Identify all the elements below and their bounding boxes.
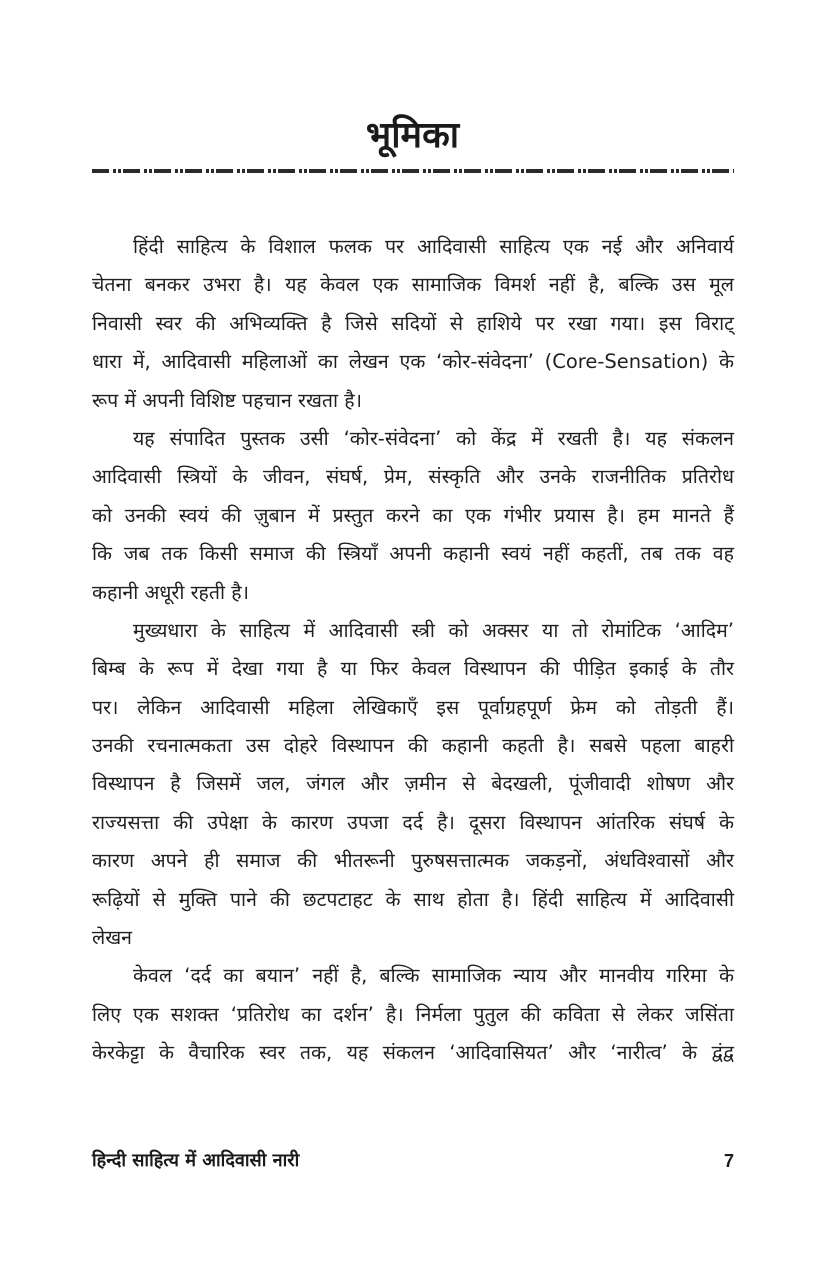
text-line: कारण अपने ही समाज की भीतरूनी पुरुषसत्तात्मक जकड़नों, अंधविश्वासों और: [92, 849, 734, 873]
paragraph: [92, 228, 734, 420]
running-title: हिन्दी साहित्य में आदिवासी नारी: [92, 1150, 300, 1171]
text-line: केवल ‘दर्द का बयान’ नहीं है, बल्कि सामाजिक न्याय और मानवीय गरिमा के: [133, 964, 734, 988]
paragraph: [92, 612, 734, 958]
text-line: मुख्यधारा के साहित्य में आदिवासी स्त्री को अक्सर या तो रोमांटिक ‘आदिम’: [133, 618, 734, 642]
paragraph: [92, 957, 734, 1072]
page-footer: [92, 1146, 734, 1176]
page-number: 7: [723, 1151, 734, 1171]
text-line: चेतना बनकर उभरा है। यह केवल एक सामाजिक विमर्श नहीं है, बल्कि उस मूल: [92, 273, 734, 297]
text-line: कहानी अधूरी रहती है।: [92, 580, 250, 604]
text-line: हिंदी साहित्य के विशाल फलक पर आदिवासी साहित्य एक नई और अनिवार्य: [133, 235, 734, 258]
text-line: आदिवासी स्त्रियों के जीवन, संघर्ष, प्रेम, संस्कृति और उनके राजनीतिक प्रतिरोध: [92, 465, 734, 489]
text-line: लिए एक सशक्त ‘प्रतिरोध का दर्शन’ है। निर्मला पुतुल की कविता से लेकर जसिंता: [92, 1002, 734, 1026]
text-line: निवासी स्वर की अभिव्यक्ति है जिसे सदियों से हाशिये पर रखा गया। इस विराट्: [92, 311, 734, 335]
chapter-body: [92, 228, 734, 1073]
text-line: यह संपादित पुस्तक उसी ‘कोर-संवेदना’ को केंद्र में रखती है। यह संकलन: [133, 426, 734, 450]
text-line: बिम्ब के रूप में देखा गया है या फिर केवल विस्थापन की पीड़ित इकाई के तौर: [92, 657, 734, 681]
text-line: को उनकी स्वयं की ज़ुबान में प्रस्तुत करने का एक गंभीर प्रयास है। हम मानते हैं: [92, 503, 734, 527]
paragraph: [92, 420, 734, 612]
text-line: कि जब तक किसी समाज की स्त्रियाँ अपनी कहानी स्वयं नहीं कहतीं, तब तक वह: [92, 542, 734, 566]
text-line: राज्यसत्ता की उपेक्षा के कारण उपजा दर्द है। दूसरा विस्थापन आंतरिक संघर्ष के: [92, 810, 734, 834]
text-line: केरकेट्टा के वैचारिक स्वर तक, यह संकलन ‘आदिवासियत’ और ‘नारीत्व’ के द्वंद्व: [92, 1041, 734, 1065]
text-line: लेखन: [92, 926, 132, 950]
text-line: रूढ़ियों से मुक्ति पाने की छटपटाहट के साथ होता है। हिंदी साहित्य में आदिवासी: [92, 887, 734, 911]
text-line: पर। लेकिन आदिवासी महिला लेखिकाएँ इस पूर्वाग्रहपूर्ण फ्रेम को तोड़ती हैं।: [92, 695, 734, 719]
text-line: विस्थापन है जिसमें जल, जंगल और ज़मीन से बेदखली, पूंजीवादी शोषण और: [92, 772, 734, 796]
text-line: धारा में, आदिवासी महिलाओं का लेखन एक ‘कोर-संवेदना’ (Core-Sensation) के: [92, 350, 734, 374]
text-line: रूप में अपनी विशिष्ट पहचान रखता है।: [92, 388, 363, 412]
chapter-title: भूमिका: [365, 115, 460, 156]
text-line: उनकी रचनात्मकता उस दोहरे विस्थापन की कहानी कहती है। सबसे पहला बाहरी: [92, 734, 734, 758]
title-divider: [92, 169, 734, 173]
